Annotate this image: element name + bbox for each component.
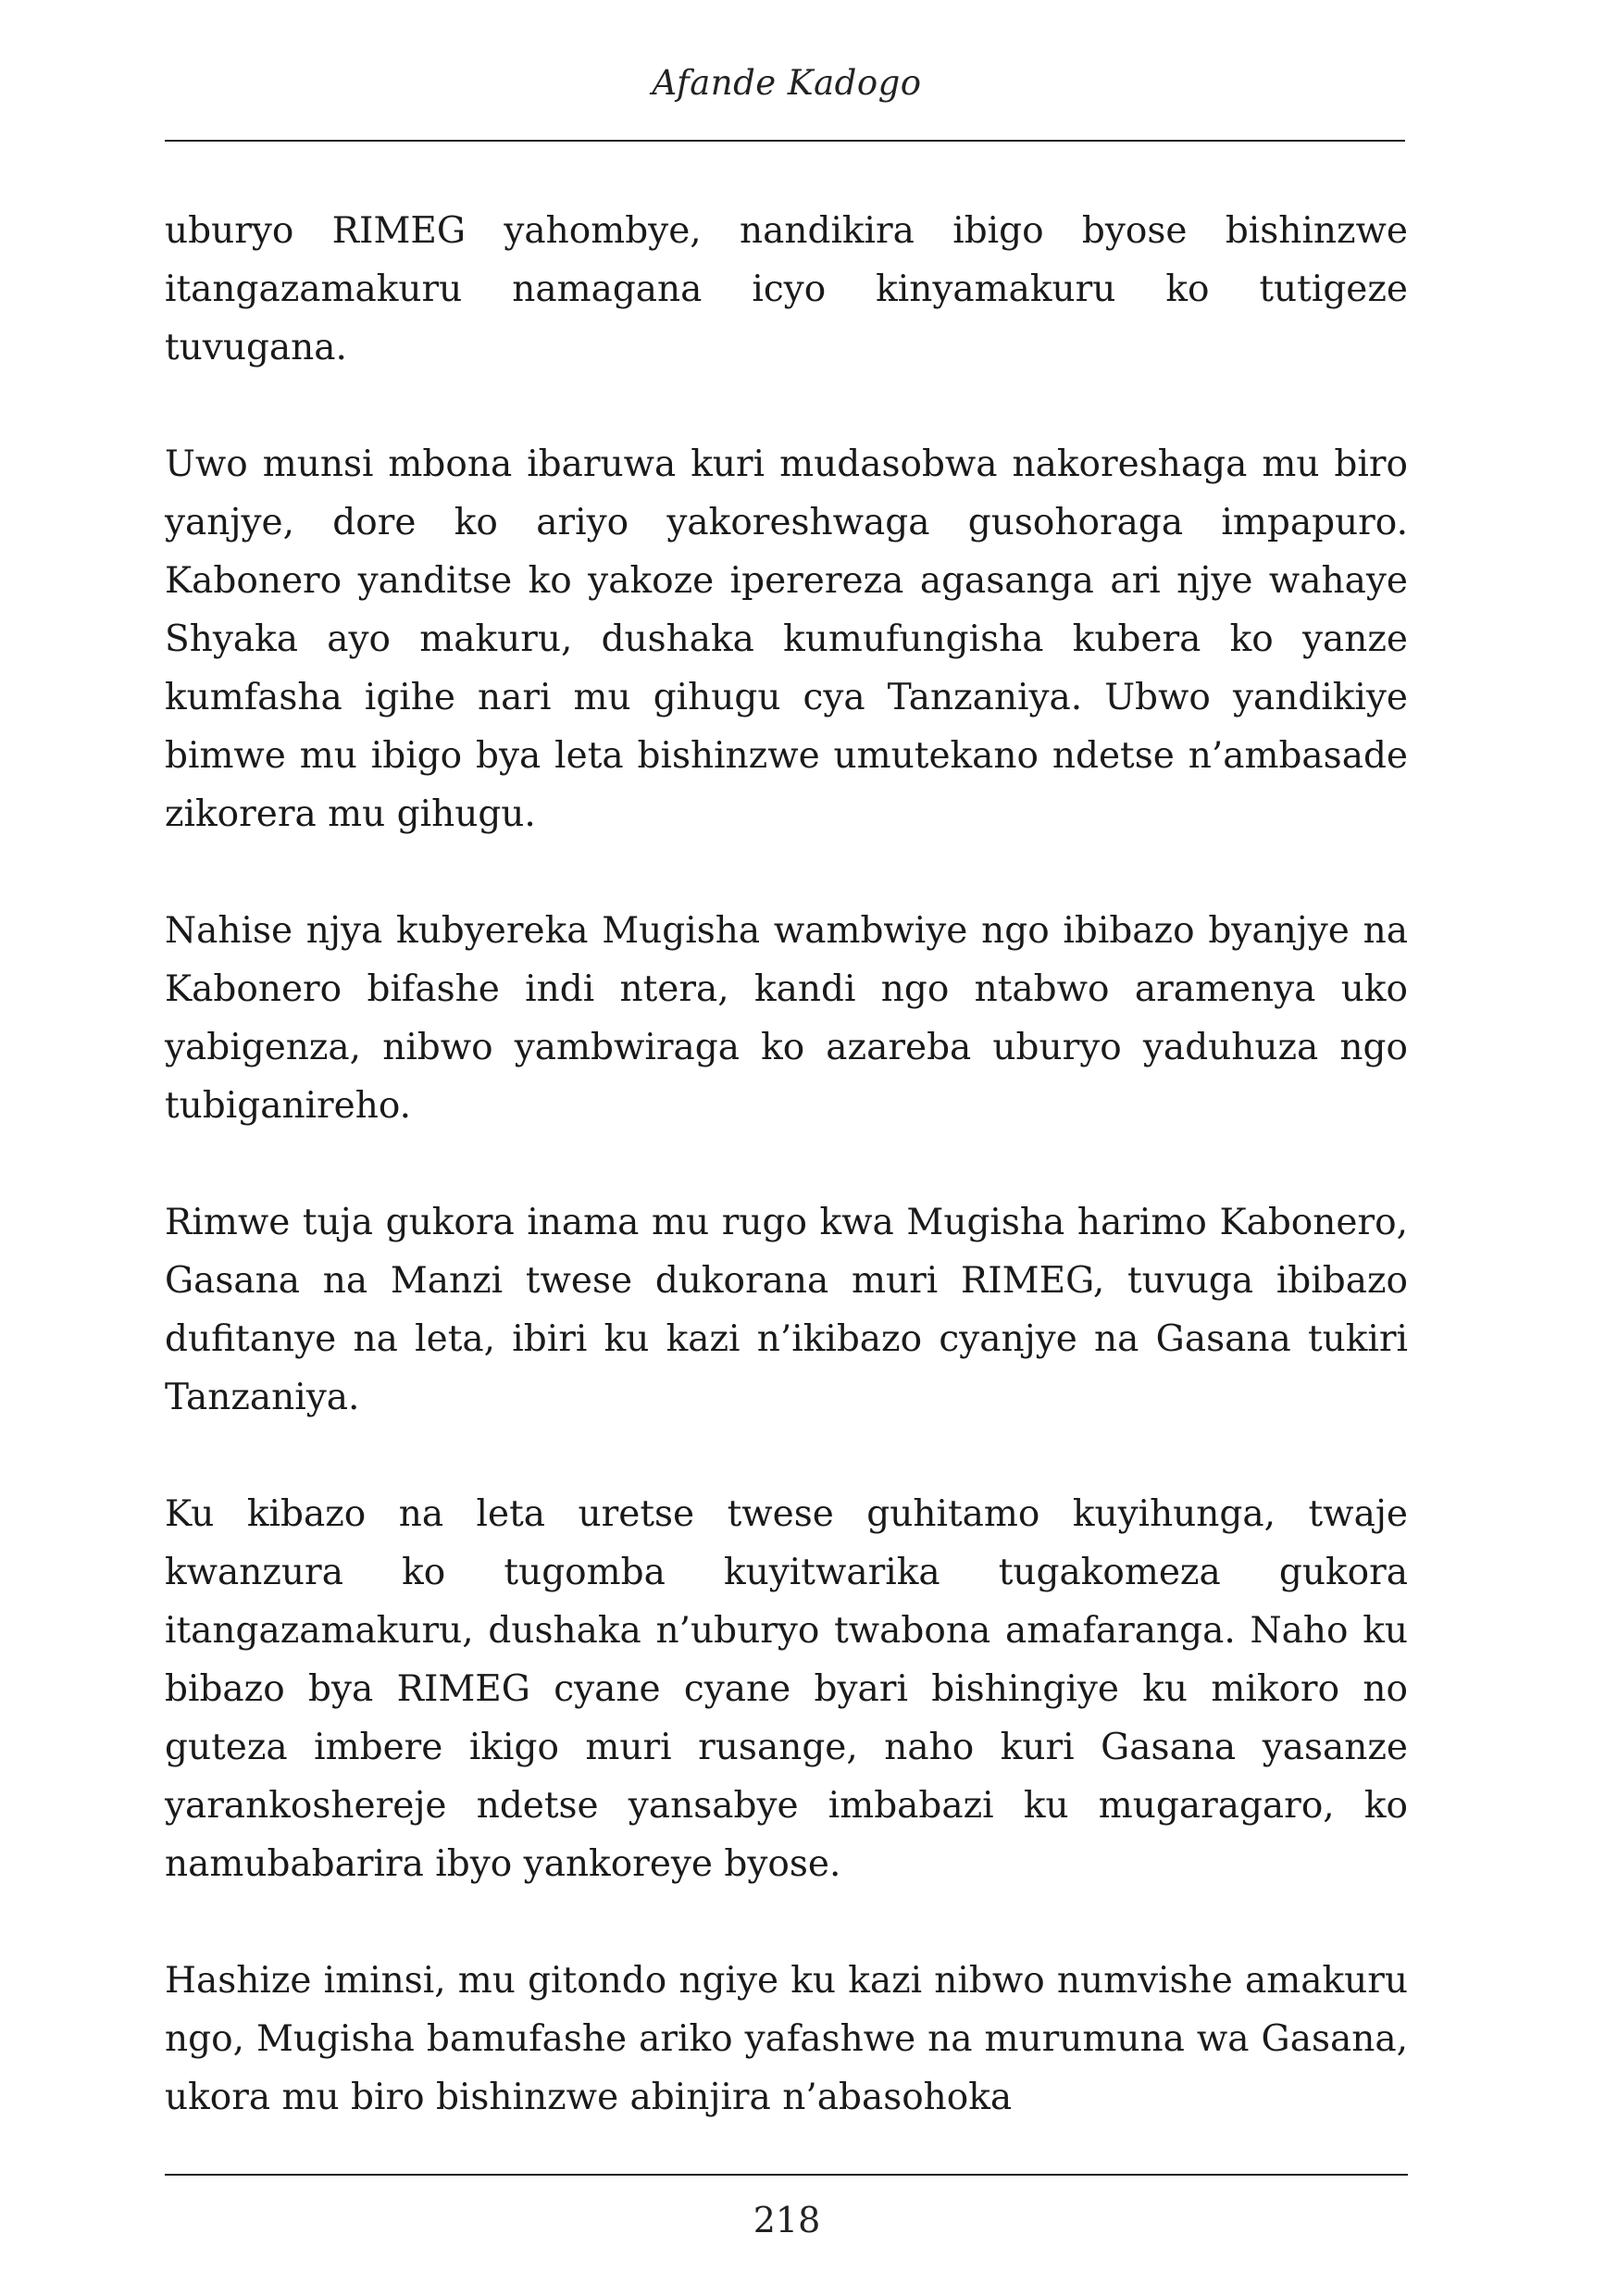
- paragraph: Ku kibazo na leta uretse twese guhitamo kuyihunga, twaje kwanzura ko tugomba kuyitwarika tugakomeza gukora itangazamakuru, dushaka n’uburyo twabona amafaranga. Naho ku bibazo bya RIMEG cyane cyane byari bishingiye ku mikoro no guteza imbere ikigo muri rusange, naho kuri Gasana yasanze yarankoshereje ndetse yansabye imbabazi ku mugaragaro, ko namubabarira ibyo yankoreye byose.: [165, 1493, 1408, 1885]
- paragraph: uburyo RIMEG yahombye, nandikira ibigo byose bishinzwe itangazamakuru namagana icyo kinyamakuru ko tutigeze tuvugana.: [165, 210, 1408, 368]
- page-body: [165, 202, 1408, 2127]
- paragraph: Nahise njya kubyereka Mugisha wambwiye ngo ibibazo byanjye na Kabonero bifashe indi ntera, kandi ngo ntabwo aramenya uko yabigenza, nibwo yambwiraga ko azareba uburyo yaduhuza ngo tubiganireho.: [165, 910, 1408, 1127]
- paragraph: Rimwe tuja gukora inama mu rugo kwa Mugisha harimo Kabonero, Gasana na Manzi twese dukorana muri RIMEG, tuvuga ibibazo dufitanye na leta, ibiri ku kazi n’ikibazo cyanjye na Gasana tukiri Tanzaniya.: [165, 1202, 1408, 1418]
- footer-divider: [165, 2174, 1408, 2176]
- paragraph: Uwo munsi mbona ibaruwa kuri mudasobwa nakoreshaga mu biro yanjye, dore ko ariyo yakoreshwaga gusohoraga impapuro. Kabonero yanditse ko yakoze iperereza agasanga ari njye wahaye Shyaka ayo makuru, dushaka kumufungisha kubera ko yanze kumfasha igihe nari mu gihugu cya Tanzaniya. Ubwo yandikiye bimwe mu ibigo bya leta bishinzwe umutekano ndetse n’ambasade zikorera mu gihugu.: [165, 443, 1408, 835]
- running-header-title: Afande Kadogo: [652, 63, 922, 103]
- paragraph: Hashize iminsi, mu gitondo ngiye ku kazi nibwo numvishe amakuru ngo, Mugisha bamufashe ariko yafashwe na murumuna wa Gasana, ukora mu biro bishinzwe abinjira n’abasohoka: [165, 1960, 1408, 2118]
- page-number: 218: [753, 2200, 821, 2240]
- header-divider: [165, 140, 1405, 142]
